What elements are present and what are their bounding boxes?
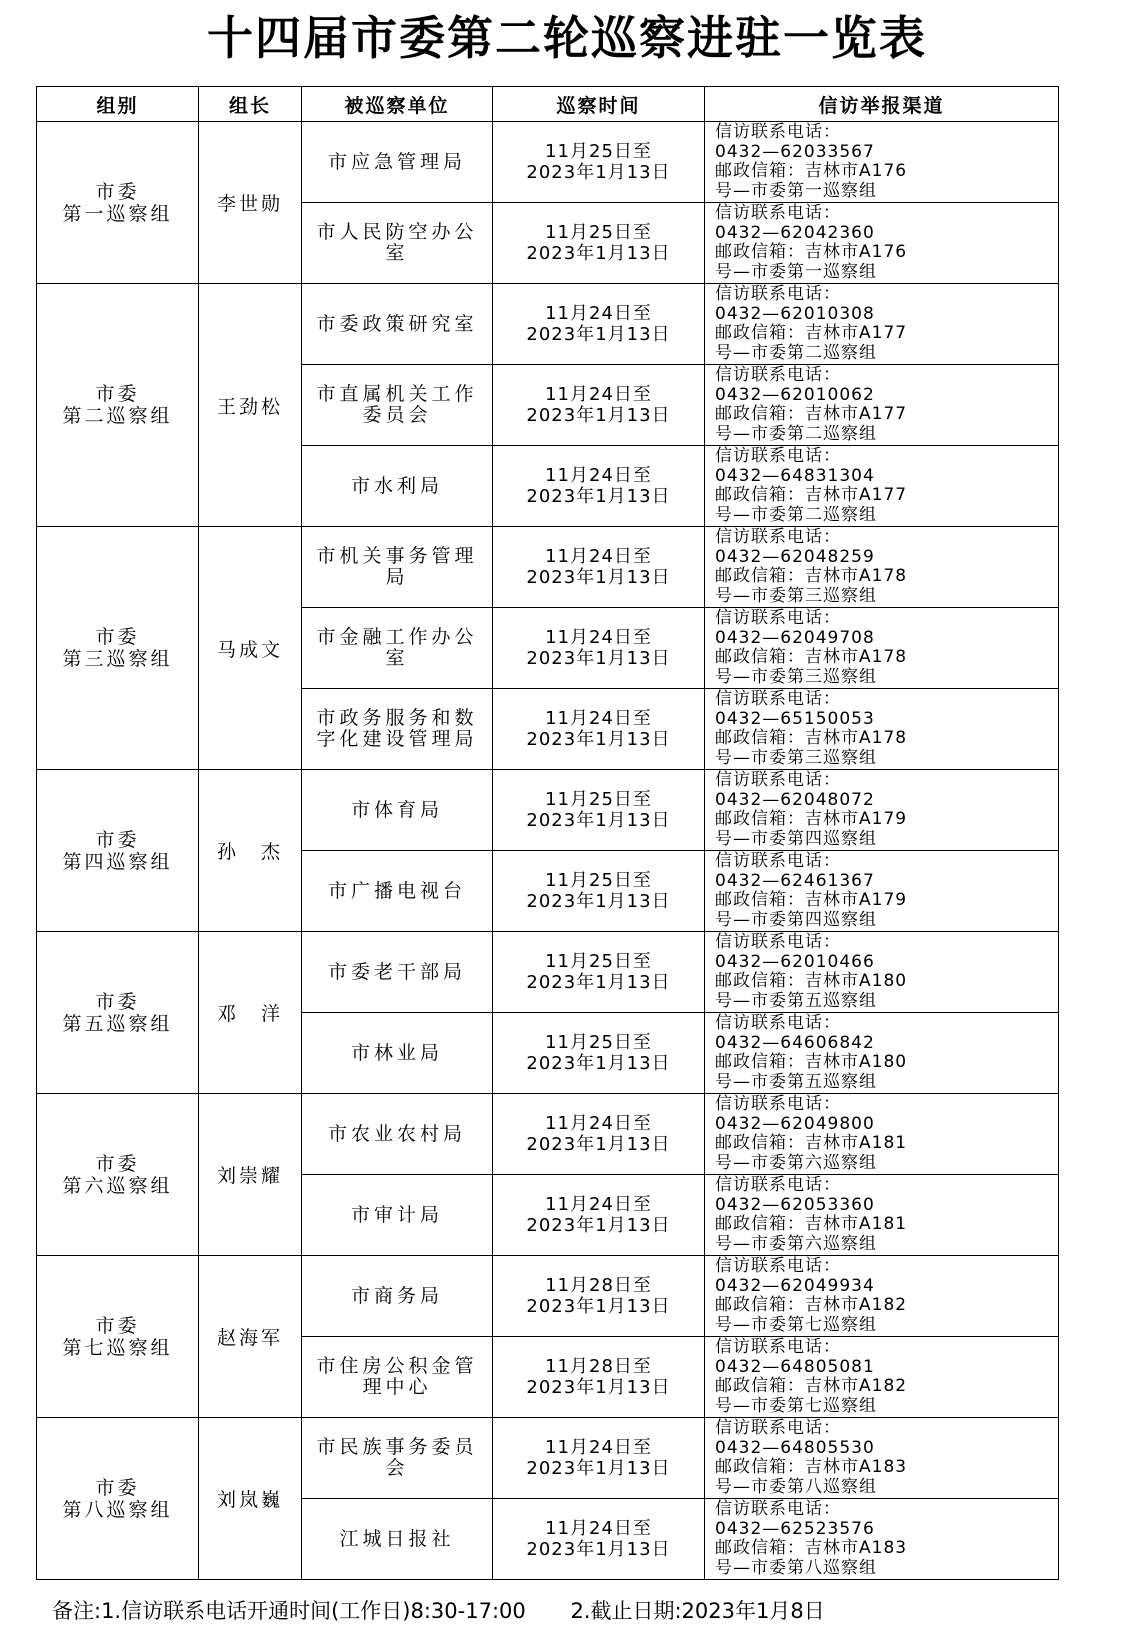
patrol-time-cell	[493, 1499, 705, 1580]
channel-mailbox-group: 号—市委第四巡察组	[715, 828, 877, 849]
group-name-cell	[37, 770, 199, 932]
group-name-line2: 第二巡察组	[62, 405, 173, 427]
channel-phone-label: 信访联系电话：	[715, 932, 841, 952]
channel-phone-number: 0432—62042360	[715, 222, 875, 243]
channel-phone-label: 信访联系电话：	[715, 1256, 841, 1276]
channel-phone-number: 0432—62010308	[715, 303, 875, 324]
table-row	[37, 1418, 1059, 1499]
time-start: 11月24日至	[545, 1437, 652, 1458]
table-row	[37, 1094, 1059, 1175]
page-title: 十四届市委第二轮巡察进驻一览表	[207, 11, 927, 65]
channel-phone-label: 信访联系电话：	[715, 284, 841, 304]
time-start: 11月24日至	[545, 1518, 652, 1539]
footnote	[52, 1596, 863, 1626]
channel-mailbox: 邮政信箱：吉林市A177	[715, 485, 908, 505]
time-start: 11月24日至	[545, 627, 652, 648]
time-start: 11月25日至	[545, 1032, 652, 1053]
channel-phone-label: 信访联系电话：	[715, 608, 841, 628]
time-end: 2023年1月13日	[526, 1539, 671, 1560]
report-channel-cell	[705, 1256, 1059, 1337]
inspected-unit-cell: 市林业局	[302, 1013, 493, 1094]
report-channel-cell	[705, 608, 1059, 689]
channel-mailbox-group: 号—市委第六巡察组	[715, 1152, 877, 1173]
inspected-unit-cell: 市民族事务委员会	[302, 1418, 493, 1499]
group-name-line2: 第六巡察组	[62, 1174, 173, 1197]
group-leader-cell: 李世勋	[199, 122, 302, 284]
channel-mailbox-group: 号—市委第七巡察组	[715, 1395, 877, 1416]
channel-mailbox-group: 号—市委第五巡察组	[715, 1071, 877, 1092]
channel-phone-label: 信访联系电话：	[715, 1337, 841, 1357]
patrol-time-cell	[493, 689, 705, 770]
group-name-cell	[37, 284, 199, 527]
time-start: 11月25日至	[545, 789, 652, 810]
report-channel-cell	[705, 1094, 1059, 1175]
channel-phone-label: 信访联系电话：	[715, 1094, 841, 1114]
channel-phone-label: 信访联系电话：	[715, 770, 841, 790]
patrol-time-cell	[493, 122, 705, 203]
channel-mailbox: 邮政信箱：吉林市A178	[715, 647, 908, 667]
time-end: 2023年1月13日	[526, 1377, 671, 1398]
channel-mailbox: 邮政信箱：吉林市A180	[715, 1052, 908, 1072]
group-name-cell	[37, 1256, 199, 1418]
channel-mailbox-group: 号—市委第六巡察组	[715, 1233, 877, 1254]
patrol-table	[36, 86, 1059, 1580]
group-name-cell	[37, 1418, 199, 1580]
group-name-line2: 第三巡察组	[62, 648, 173, 670]
patrol-time-cell	[493, 446, 705, 527]
channel-mailbox: 邮政信箱：吉林市A183	[715, 1538, 908, 1558]
time-end: 2023年1月13日	[526, 648, 671, 669]
header-time: 巡察时间	[493, 87, 705, 122]
group-name-line2: 第四巡察组	[62, 850, 173, 873]
channel-mailbox: 邮政信箱：吉林市A179	[715, 890, 908, 910]
patrol-time-cell	[493, 851, 705, 932]
channel-phone-number: 0432—62048072	[715, 789, 875, 810]
group-name-line2: 第五巡察组	[62, 1012, 173, 1035]
header-leader: 组长	[199, 87, 302, 122]
time-start: 11月24日至	[545, 708, 652, 729]
group-name-line1: 市委	[95, 626, 140, 648]
time-end: 2023年1月13日	[526, 810, 671, 831]
channel-mailbox: 邮政信箱：吉林市A181	[715, 1133, 908, 1153]
patrol-time-cell	[493, 365, 705, 446]
group-name-line1: 市委	[95, 1476, 140, 1499]
channel-phone-number: 0432—65150053	[715, 708, 875, 729]
time-end: 2023年1月13日	[526, 1458, 671, 1479]
channel-phone-number: 0432—62461367	[715, 870, 875, 891]
time-start: 11月24日至	[545, 1194, 652, 1215]
table-row	[37, 122, 1059, 203]
time-start: 11月24日至	[545, 303, 652, 324]
time-start: 11月25日至	[545, 870, 652, 891]
time-end: 2023年1月13日	[526, 1296, 671, 1317]
report-channel-cell	[705, 527, 1059, 608]
time-end: 2023年1月13日	[526, 1134, 671, 1155]
channel-phone-number: 0432—62053360	[715, 1194, 875, 1215]
group-name-cell	[37, 527, 199, 770]
header-unit: 被巡察单位	[302, 87, 493, 122]
channel-phone-number: 0432—62010062	[715, 384, 875, 405]
channel-phone-label: 信访联系电话：	[715, 1175, 841, 1195]
time-start: 11月25日至	[545, 141, 652, 162]
channel-mailbox-group: 号—市委第一巡察组	[715, 180, 877, 201]
inspected-unit-cell: 市委政策研究室	[302, 284, 493, 365]
channel-mailbox-group: 号—市委第五巡察组	[715, 990, 877, 1011]
channel-phone-number: 0432—62033567	[715, 141, 875, 162]
report-channel-cell	[705, 689, 1059, 770]
report-channel-cell	[705, 1175, 1059, 1256]
time-end: 2023年1月13日	[526, 405, 671, 426]
channel-phone-number: 0432—62010466	[715, 951, 875, 972]
table-row	[37, 770, 1059, 851]
footnote-hours: 备注:1.信访联系电话开通时间(工作日)8:30-17:00	[52, 1599, 526, 1623]
inspected-unit-cell: 市机关事务管理局	[302, 527, 493, 608]
report-channel-cell	[705, 284, 1059, 365]
report-channel-cell	[705, 770, 1059, 851]
channel-phone-number: 0432—64805530	[715, 1437, 875, 1458]
report-channel-cell	[705, 932, 1059, 1013]
group-name-line2: 第八巡察组	[62, 1498, 173, 1521]
inspected-unit-cell: 市商务局	[302, 1256, 493, 1337]
group-name-line1: 市委	[95, 990, 140, 1013]
time-start: 11月28日至	[545, 1275, 652, 1296]
patrol-time-cell	[493, 770, 705, 851]
time-start: 11月24日至	[545, 384, 652, 405]
channel-phone-label: 信访联系电话：	[715, 527, 841, 547]
table-row	[37, 932, 1059, 1013]
group-name-line1: 市委	[95, 1314, 140, 1337]
time-end: 2023年1月13日	[526, 972, 671, 993]
time-end: 2023年1月13日	[526, 324, 671, 345]
time-start: 11月24日至	[545, 546, 652, 567]
patrol-time-cell	[493, 1013, 705, 1094]
time-start: 11月24日至	[545, 465, 652, 486]
time-end: 2023年1月13日	[526, 567, 671, 588]
report-channel-cell	[705, 365, 1059, 446]
channel-mailbox-group: 号—市委第三巡察组	[715, 585, 877, 606]
inspected-unit-cell: 市应急管理局	[302, 122, 493, 203]
header-group: 组别	[37, 87, 199, 122]
channel-mailbox: 邮政信箱：吉林市A177	[715, 323, 908, 343]
table-body	[37, 122, 1059, 1580]
report-channel-cell	[705, 851, 1059, 932]
channel-phone-label: 信访联系电话：	[715, 851, 841, 871]
table-row	[37, 284, 1059, 365]
group-name-line1: 市委	[95, 180, 140, 203]
group-name-line2: 第七巡察组	[62, 1336, 173, 1359]
time-end: 2023年1月13日	[526, 729, 671, 750]
channel-phone-label: 信访联系电话：	[715, 1418, 841, 1438]
group-name-line1: 市委	[95, 828, 140, 851]
channel-phone-number: 0432—64606842	[715, 1032, 875, 1053]
time-start: 11月24日至	[545, 1113, 652, 1134]
inspected-unit-cell: 江城日报社	[302, 1499, 493, 1580]
patrol-time-cell	[493, 1418, 705, 1499]
channel-mailbox-group: 号—市委第三巡察组	[715, 747, 877, 768]
inspected-unit-cell: 市体育局	[302, 770, 493, 851]
group-leader-cell: 邓 洋	[199, 932, 302, 1094]
time-end: 2023年1月13日	[526, 162, 671, 183]
report-channel-cell	[705, 203, 1059, 284]
channel-phone-label: 信访联系电话：	[715, 203, 841, 223]
channel-mailbox-group: 号—市委第四巡察组	[715, 909, 877, 930]
channel-phone-number: 0432—62523576	[715, 1518, 875, 1539]
group-leader-cell: 刘岚巍	[199, 1418, 302, 1580]
channel-phone-number: 0432—64805081	[715, 1356, 875, 1377]
group-name-cell	[37, 1094, 199, 1256]
channel-mailbox: 邮政信箱：吉林市A182	[715, 1376, 908, 1396]
channel-mailbox-group: 号—市委第二巡察组	[715, 504, 877, 525]
channel-mailbox-group: 号—市委第三巡察组	[715, 666, 877, 687]
channel-phone-label: 信访联系电话：	[715, 365, 841, 385]
channel-mailbox: 邮政信箱：吉林市A183	[715, 1457, 908, 1477]
time-end: 2023年1月13日	[526, 486, 671, 507]
channel-phone-label: 信访联系电话：	[715, 689, 841, 709]
footnote-deadline: 2.截止日期:2023年1月8日	[570, 1599, 825, 1623]
header-channel: 信访举报渠道	[705, 87, 1059, 122]
report-channel-cell	[705, 1499, 1059, 1580]
patrol-time-cell	[493, 932, 705, 1013]
channel-mailbox: 邮政信箱：吉林市A182	[715, 1295, 908, 1315]
channel-mailbox-group: 号—市委第七巡察组	[715, 1314, 877, 1335]
channel-mailbox: 邮政信箱：吉林市A177	[715, 404, 908, 424]
channel-phone-number: 0432—62049800	[715, 1113, 875, 1134]
time-start: 11月25日至	[545, 951, 652, 972]
patrol-time-cell	[493, 608, 705, 689]
channel-phone-number: 0432—62048259	[715, 546, 875, 567]
time-start: 11月28日至	[545, 1356, 652, 1377]
patrol-time-cell	[493, 1094, 705, 1175]
report-channel-cell	[705, 1418, 1059, 1499]
inspected-unit-cell: 市水利局	[302, 446, 493, 527]
report-channel-cell	[705, 1013, 1059, 1094]
channel-mailbox: 邮政信箱：吉林市A178	[715, 566, 908, 586]
channel-mailbox: 邮政信箱：吉林市A178	[715, 728, 908, 748]
channel-phone-number: 0432—62049708	[715, 627, 875, 648]
inspected-unit-cell: 市农业农村局	[302, 1094, 493, 1175]
channel-mailbox-group: 号—市委第一巡察组	[715, 261, 877, 282]
inspected-unit-cell: 市政务服务和数字化建设管理局	[302, 689, 493, 770]
time-end: 2023年1月13日	[526, 243, 671, 264]
channel-mailbox-group: 号—市委第八巡察组	[715, 1476, 877, 1497]
patrol-time-cell	[493, 284, 705, 365]
time-end: 2023年1月13日	[526, 891, 671, 912]
group-name-line1: 市委	[95, 1152, 140, 1175]
group-name-line2: 第一巡察组	[62, 202, 173, 225]
channel-mailbox-group: 号—市委第二巡察组	[715, 342, 877, 363]
group-name-cell	[37, 122, 199, 284]
channel-phone-label: 信访联系电话：	[715, 1499, 841, 1519]
inspected-unit-cell: 市金融工作办公室	[302, 608, 493, 689]
channel-phone-number: 0432—62049934	[715, 1275, 875, 1296]
group-leader-cell: 刘崇耀	[199, 1094, 302, 1256]
patrol-time-cell	[493, 527, 705, 608]
group-leader-cell: 马成文	[199, 527, 302, 770]
channel-mailbox-group: 号—市委第二巡察组	[715, 423, 877, 444]
patrol-time-cell	[493, 1337, 705, 1418]
inspected-unit-cell: 市委老干部局	[302, 932, 493, 1013]
time-end: 2023年1月13日	[526, 1215, 671, 1236]
channel-mailbox: 邮政信箱：吉林市A181	[715, 1214, 908, 1234]
channel-phone-label: 信访联系电话：	[715, 446, 841, 466]
patrol-time-cell	[493, 203, 705, 284]
table-row	[37, 527, 1059, 608]
channel-mailbox: 邮政信箱：吉林市A179	[715, 809, 908, 829]
report-channel-cell	[705, 446, 1059, 527]
group-leader-cell: 赵海军	[199, 1256, 302, 1418]
time-start: 11月25日至	[545, 222, 652, 243]
channel-mailbox: 邮政信箱：吉林市A176	[715, 242, 908, 262]
patrol-time-cell	[493, 1175, 705, 1256]
table-header-row	[37, 87, 1059, 122]
report-channel-cell	[705, 122, 1059, 203]
channel-mailbox-group: 号—市委第八巡察组	[715, 1557, 877, 1578]
channel-mailbox: 邮政信箱：吉林市A180	[715, 971, 908, 991]
report-channel-cell	[705, 1337, 1059, 1418]
channel-mailbox: 邮政信箱：吉林市A176	[715, 161, 908, 181]
channel-phone-label: 信访联系电话：	[715, 122, 841, 142]
group-leader-cell: 王劲松	[199, 284, 302, 527]
channel-phone-label: 信访联系电话：	[715, 1013, 841, 1033]
inspected-unit-cell: 市住房公积金管理中心	[302, 1337, 493, 1418]
channel-phone-number: 0432—64831304	[715, 465, 875, 486]
time-end: 2023年1月13日	[526, 1053, 671, 1074]
inspected-unit-cell: 市直属机关工作委员会	[302, 365, 493, 446]
patrol-time-cell	[493, 1256, 705, 1337]
inspected-unit-cell: 市广播电视台	[302, 851, 493, 932]
group-name-line1: 市委	[95, 383, 140, 405]
inspected-unit-cell: 市人民防空办公室	[302, 203, 493, 284]
inspected-unit-cell: 市审计局	[302, 1175, 493, 1256]
group-name-cell	[37, 932, 199, 1094]
group-leader-cell: 孙 杰	[199, 770, 302, 932]
table-row	[37, 1256, 1059, 1337]
